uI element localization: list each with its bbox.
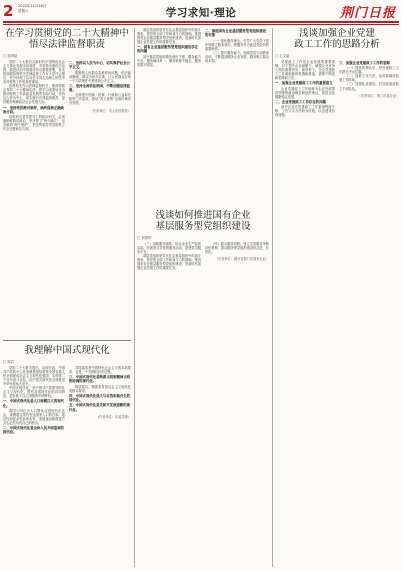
subheading: 一、国有企业基层服务型党组织建设存在的问题 xyxy=(137,45,199,54)
page-number: 2 xyxy=(3,2,14,20)
column-divider xyxy=(272,28,273,567)
article-columns xyxy=(3,366,131,436)
article-column xyxy=(69,366,131,436)
paragraph: 物质富足、精神富有是社会主义现代化的根本要求。 xyxy=(69,384,131,393)
weekday-text: 星期六 xyxy=(18,8,29,13)
headline-line: 在学习贯彻党的二十大精神中 xyxy=(5,28,129,39)
newspaper-logo: 荆门日报 xyxy=(339,6,396,21)
subheading: 三、坚持全面依法治国，不断加强法律监督。 xyxy=(69,83,131,93)
article-soe-party-organization xyxy=(137,28,269,567)
article-byline: □ 李国华 xyxy=(137,236,152,240)
column-divider xyxy=(134,28,135,567)
subheading: 一、坚持党的绝对领导，始终保持正确政治方向。 xyxy=(3,105,65,114)
paragraph: （一）提高思想认识，把党建政工工作摆在突出位置。 xyxy=(339,66,399,75)
paragraph: 基层党组织是党在社会基层组织中的战斗堡垒，是党的全部工作和战斗力的基础。推进国有企业基层服务型党组织建设，是新时代加强企业党建工作的重要任务。 xyxy=(137,254,201,271)
subheading: 二、中国式现代化是全体人民共同富裕的现代化。 xyxy=(3,426,65,435)
paragraph: 企业党建政工工作能够为企业发展提供坚强的政治保证和组织保证，促进企业健康稳定发展。 xyxy=(275,86,335,99)
subheading: 三、加强企业党建政工工作的思路 xyxy=(339,61,390,65)
headline-line: 基层服务型党组织建设 xyxy=(155,221,251,232)
paragraph: 党建政工工作是企业发展的重要保障，对于提升企业凝聚力、增强企业竞争力具有重要作用。新形势下，企业党建政工工作面临新的机遇和挑战，需要不断创新思路和方法。 xyxy=(275,60,335,81)
paragraph: 党的二十大报告提出，从现在起，中国共产党的中心任务就是团结带领全国各族人民全面建成社会主义现代化强国、实现第二个百年奋斗目标，以中国式现代化全面推进中华民族伟大复兴。 xyxy=(3,366,65,387)
article-legal-supervision xyxy=(3,28,131,338)
article-column xyxy=(205,242,269,270)
article-headline xyxy=(137,210,269,232)
article-column xyxy=(205,28,269,208)
subheading: 一、中国式现代化是人口规模巨大的现代化。 xyxy=(3,399,65,408)
paragraph: （三）加强队伍建设，打造高素质政工干部队伍。 xyxy=(339,82,399,91)
paragraph: （四）健全服务机制。建立完善服务考核评价机制，推动服务型党组织建设常态化、长效化。 xyxy=(205,242,269,255)
subheading: 二、坚持以人民为中心，切实维护社会公平正义。 xyxy=(69,61,131,70)
article-columns xyxy=(3,60,131,131)
article-column xyxy=(275,60,335,117)
date-text: 2022年11月26日 xyxy=(18,4,47,8)
author-note: （作者单位：湖北省荆门市国有企业） xyxy=(214,257,269,262)
article-columns xyxy=(275,60,399,117)
paragraph: 基层党组织是党在社会基层组织中的战斗堡垒，是党的全部工作和战斗力的基础。推进国有企业基层服务型党组织建设，是新时代加强企业党建工作的重要任务。 xyxy=(137,28,201,45)
author-note: （作者单位：市委党校） xyxy=(95,415,131,420)
header-rule-thin xyxy=(3,24,399,25)
article-column xyxy=(339,60,399,117)
article-byline: □ 陈武 xyxy=(3,360,15,364)
paragraph: （二）提升服务能力。加强党员干部教育培训，不断提高服务企业发展、服务职工群众的本领。 xyxy=(205,50,269,63)
paragraph: 我国十四亿多人口整体迈进现代化社会，规模超过现有发达国家人口的总和，艰巨性和复杂性前所未有，发展途径和推进方式也必然具有自己的特点。 xyxy=(3,408,65,426)
article-column xyxy=(137,242,201,270)
headline-line: 政工工作的思路分析 xyxy=(294,39,380,50)
section-title: 学习求知·理论 xyxy=(165,7,237,19)
article-column xyxy=(69,60,131,131)
article-column xyxy=(3,60,65,131)
paragraph: （一）强化服务理念。引导广大党员干部牢固树立服务意识，把服务作为基层党组织的重要职责。 xyxy=(205,38,269,51)
headline-line: 我理解中国式现代化 xyxy=(24,345,110,356)
article-enterprise-party-building xyxy=(275,28,399,567)
subheading: 四、中国式现代化是人与自然和谐共生的现代化。 xyxy=(69,393,131,403)
paragraph: 部分企业对党建政工工作重视程度不够，工作方式方法较为传统，队伍建设有待加强。 xyxy=(275,104,335,118)
article-column xyxy=(137,28,201,208)
article-chinese-modernization xyxy=(3,345,131,567)
author-note: （作者单位：市人民检察院） xyxy=(89,108,131,113)
subheading: 二、企业党建政工工作存在的问题 xyxy=(275,99,326,104)
article-byline: □ 王文斌 xyxy=(275,54,290,58)
paragraph: （三）创新服务载体。结合企业生产经营实际，开展形式多样的服务活动，搭建党员服务平台。 xyxy=(137,242,201,255)
paragraph: 共同富裕是中国特色社会主义的本质要求，也是一个长期的历史过程。 xyxy=(69,366,131,375)
article-column xyxy=(3,366,65,436)
article-divider xyxy=(3,340,131,341)
subheading: 三、中国式现代化是物质文明和精神文明相协调的现代化。 xyxy=(69,375,131,384)
subheading: 二、推进国有企业基层服务型党组织建设的对策 xyxy=(205,29,267,38)
paragraph: 中国式现代化，是中国共产党领导的社会主义现代化，既有各国现代化的共同特征，更有基于自己国情的中国特色。 xyxy=(3,386,65,399)
headline-line: 浅谈如何推进国有企业 xyxy=(155,210,251,221)
paragraph: （二）创新工作方法，运用新媒体拓展工作阵地。 xyxy=(339,74,399,83)
paragraph: 部分基层党组织服务意识不强，服务能力不足，服务载体单一，服务机制不健全，服务效果不明显。 xyxy=(137,54,201,67)
paragraph: 检察机关是党领导下的政治机关，必须旗帜鲜明讲政治，坚决捍卫“两个确立”，坚决做到“两个维护”，把党的领导贯穿检察工作全过程和各方面。 xyxy=(3,115,65,132)
article-headline xyxy=(3,345,131,356)
subheading: 五、中国式现代化是走和平发展道路的现代化。 xyxy=(69,403,131,412)
subheading: 一、加强企业党建政工工作的重要意义 xyxy=(275,81,333,86)
article-headline xyxy=(3,28,131,50)
author-note: （作者单位：荆门市某企业） xyxy=(357,93,399,98)
article-headline xyxy=(275,28,399,50)
paragraph: 检察机关作为法律监督机关，要深刻领会党的二十大精神实质，把学习成果转化为推动检察工作高质量发展的实际行动，坚持以人民为中心，切实履行法律监督职责，更好服务保障经济社会发展大局。 xyxy=(3,84,65,105)
article-columns-lower xyxy=(137,242,269,270)
article-byline: □ 邹世斌 xyxy=(3,54,18,58)
paragraph: 党的二十大报告从新时代中国特色社会主义事业发展全局高度，对坚持全面依法治国、推进法治中国建设作出重要部署，首次将加强检察机关法律监督工作写入党代会报告，充分体现了以习近平同志为核心的党中央对检察工作的高度重视。 xyxy=(3,60,65,85)
paragraph: 全面提升刑事、民事、行政和公益诉讼检察工作质效，推动“四大检察”全面协调充分发展。 xyxy=(69,93,131,106)
paragraph: 要聚焦人民群众急难愁盼问题，依法能动履职，做实为民办实事，让人民群众在每一个司法案件中感受到公平正义。 xyxy=(69,70,131,83)
headline-line: 浅谈加强企业党建 xyxy=(298,28,375,39)
headline-line: 悟尽法律监督职责 xyxy=(28,39,105,50)
page-header xyxy=(0,0,402,22)
header-rule xyxy=(3,21,399,23)
article-columns-upper xyxy=(137,28,269,208)
